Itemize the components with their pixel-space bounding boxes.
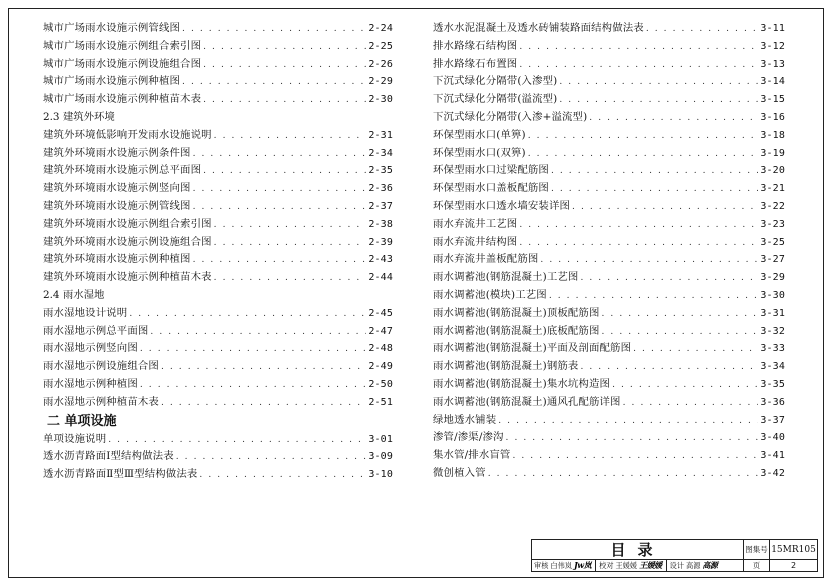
toc-entry-page: 3-23: [760, 218, 785, 230]
toc-entry-title: 雨水调蓄池(钢筋混凝土)顶板配筋图: [433, 306, 600, 319]
toc-entry-page: 3-32: [760, 325, 785, 337]
toc-entry-page: 3-13: [760, 58, 785, 70]
toc-entry: [433, 269, 785, 287]
toc-entry: [433, 162, 785, 180]
toc-entry-page: 3-30: [760, 289, 785, 301]
toc-entry: [43, 269, 393, 287]
reviewer-name: 白伟岚: [550, 560, 572, 570]
dot-leader: [528, 146, 759, 164]
toc-entry-page: 3-21: [760, 183, 785, 195]
toc-entry-page: 2-36: [368, 183, 393, 195]
toc-entry-page: 2-45: [368, 307, 393, 319]
toc-entry-page: 3-11: [760, 23, 785, 34]
toc-entry-page: 2-31: [368, 129, 393, 141]
toc-section-heading: 2.3 建筑外环境: [43, 110, 115, 123]
dot-leader: [150, 324, 366, 342]
toc-entry: [433, 305, 785, 323]
toc-entry: [43, 198, 393, 216]
toc-entry: [43, 73, 393, 91]
reviewer-signature: Jw岚: [573, 560, 592, 570]
toc-entry-page: 3-34: [760, 361, 785, 373]
dot-leader: [214, 270, 367, 288]
toc-entry-page: 2-34: [368, 147, 393, 159]
toc-entry-title: 雨水调蓄池(钢筋混凝土)集水坑构造图: [433, 377, 611, 390]
dot-leader: [193, 199, 367, 217]
toc-entry: [43, 127, 393, 145]
toc-entry-page: 3-33: [760, 343, 785, 355]
dot-leader: [519, 235, 758, 253]
check-label: 校对: [599, 560, 614, 570]
toc-entry-page: 2-26: [368, 58, 393, 70]
toc-column-left: [43, 20, 393, 484]
toc-entry-title: 建筑外环境雨水设施示例种植图: [43, 253, 191, 266]
toc-entry-page: 2-49: [368, 361, 393, 373]
toc-entry-title: 雨水湿地设计说明: [43, 306, 128, 319]
toc-entry-page: 2-37: [368, 200, 393, 212]
toc-entry: [433, 323, 785, 341]
toc-entry-title: 雨水湿地示例种植图: [43, 377, 138, 390]
toc-entry: [433, 145, 785, 163]
toc-entry-title: 集水管/排水盲管: [433, 449, 511, 462]
dot-leader: [193, 252, 367, 270]
toc-entry-title: 建筑外环境雨水设施示例竖向图: [43, 182, 191, 195]
atlas-number-label: 图集号: [744, 540, 770, 560]
dot-leader: [549, 288, 758, 306]
toc-entry: [43, 358, 393, 376]
toc-entry-title: 雨水弃流井工艺图: [433, 217, 518, 230]
toc-entry-title: 下沉式绿化分隔带(入渗+溢流型): [433, 110, 588, 123]
toc-entry-page: 3-37: [760, 414, 785, 426]
toc-entry-page: 3-14: [760, 76, 785, 88]
dot-leader: [203, 39, 366, 57]
toc-entry: [43, 340, 393, 358]
toc-entry-title: 雨水调蓄池(钢筋混凝土)钢筋表: [433, 360, 579, 373]
dot-leader: [498, 413, 758, 431]
toc-entry: [43, 216, 393, 234]
toc-entry-page: 3-22: [760, 200, 785, 212]
toc-entry: [433, 234, 785, 252]
toc-entry: [433, 412, 785, 430]
toc-entry: [43, 376, 393, 394]
toc-entry-page: 2-38: [368, 218, 393, 230]
toc-entry-page: 2-30: [368, 94, 393, 106]
toc-entry-title: 排水路缘石布置图: [433, 57, 518, 70]
dot-leader: [140, 341, 366, 359]
toc-entry: [43, 56, 393, 74]
toc-entry-page: 2-35: [368, 165, 393, 177]
toc-entry-title: 城市广场雨水设施示例设施组合图: [43, 57, 202, 70]
toc-entry-page: 3-18: [760, 129, 785, 141]
toc-entry-page: 3-19: [760, 147, 785, 159]
toc-entry-title: 雨水湿地示例设施组合图: [43, 360, 159, 373]
dot-leader: [602, 306, 759, 324]
dot-leader: [214, 235, 367, 253]
toc-entry: [433, 376, 785, 394]
page-number: 2: [790, 561, 797, 570]
toc-entry: [433, 20, 785, 38]
dot-leader: [580, 270, 758, 288]
toc-entry: [43, 448, 393, 466]
toc-entry: [433, 429, 785, 447]
toc-section-heading: 2.4 雨水湿地: [43, 288, 105, 301]
title-block-title: 目录: [532, 540, 744, 560]
toc-entry-title: 环保型雨水口盖板配筋图: [433, 182, 549, 195]
toc-entry: [433, 91, 785, 109]
toc-entry-title: 建筑外环境雨水设施示例设施组合图: [43, 235, 212, 248]
toc-entry-page: 3-01: [368, 433, 393, 445]
toc-entry-title: 建筑外环境雨水设施示例管线图: [43, 199, 191, 212]
toc-entry: [433, 394, 785, 412]
toc-entry-title: 环保型雨水口透水墙安装详图: [433, 199, 571, 212]
toc-entry: [43, 38, 393, 56]
toc-entry: [43, 323, 393, 341]
toc-entry-page: 3-25: [760, 236, 785, 248]
dot-leader: [108, 432, 366, 450]
toc-entry: [43, 180, 393, 198]
review-label: 审核: [534, 560, 549, 570]
toc-entry-title: 建筑外环境低影响开发雨水设施说明: [43, 128, 212, 141]
toc-entry: [433, 358, 785, 376]
dot-leader: [559, 74, 758, 92]
toc-entry: [433, 447, 785, 465]
toc-entry-title: 城市广场雨水设施示例组合索引图: [43, 39, 202, 52]
dot-leader: [182, 74, 366, 92]
toc-entry-title: 单项设施说明: [43, 432, 107, 445]
toc-entry-title: 透水水泥混凝土及透水砖铺装路面结构做法表: [433, 22, 644, 34]
toc-entry-title: 环保型雨水口(单箅): [433, 128, 526, 141]
toc-entry-title: 绿地透水铺装: [433, 413, 497, 426]
toc-entry-title: 雨水弃流井结构图: [433, 235, 518, 248]
dot-leader: [623, 395, 759, 413]
toc-entry-page: 3-12: [760, 40, 785, 52]
dot-leader: [161, 359, 366, 377]
toc-entry: [433, 38, 785, 56]
toc-entry: [433, 251, 785, 269]
toc-entry-page: 2-39: [368, 236, 393, 248]
toc-entry-page: 3-36: [760, 396, 785, 408]
dot-leader: [540, 252, 758, 270]
toc-entry-title: 雨水调蓄池(钢筋混凝土)通风孔配筋详图: [433, 395, 621, 408]
toc-entry-page: 2-24: [368, 23, 393, 34]
toc-entry-title: 雨水调蓄池(钢筋混凝土)底板配筋图: [433, 324, 600, 337]
designer-name: 高源: [686, 560, 701, 570]
toc-entry-title: 城市广场雨水设施示例种植图: [43, 75, 181, 88]
toc-entry-page: 2-43: [368, 254, 393, 266]
dot-leader: [193, 181, 367, 199]
dot-leader: [203, 57, 366, 75]
dot-leader: [129, 306, 366, 324]
toc-entry-title: 环保型雨水口(双箅): [433, 146, 526, 159]
dot-leader: [528, 128, 759, 146]
toc-entry-title: 环保型雨水口过梁配筋图: [433, 164, 549, 177]
toc-entry-page: 2-47: [368, 325, 393, 337]
atlas-number: 15MR105: [770, 540, 817, 560]
page-label: 页: [744, 560, 770, 571]
toc-entry-page: 3-31: [760, 307, 785, 319]
designer-signature: 高源: [702, 560, 718, 570]
dot-leader: [488, 466, 759, 484]
toc-entry-title: 雨水湿地示例种植苗木表: [43, 395, 159, 408]
dot-leader: [203, 163, 366, 181]
dot-leader: [551, 181, 758, 199]
toc-entry-title: 透水沥青路面Ⅱ型Ⅲ型结构做法表: [43, 468, 198, 481]
toc-entry: [43, 431, 393, 449]
toc-entry: [43, 251, 393, 269]
dot-leader: [646, 21, 759, 39]
toc-entry-page: 3-15: [760, 94, 785, 106]
toc-entry-page: 3-16: [760, 111, 785, 123]
dot-leader: [203, 92, 366, 110]
toc-entry-page: 3-35: [760, 378, 785, 390]
toc-entry-title: 下沉式绿化分隔带(入渗型): [433, 75, 558, 88]
toc-entry: [43, 20, 393, 38]
dot-leader: [161, 395, 366, 413]
dot-leader: [602, 324, 759, 342]
dot-leader: [214, 128, 367, 146]
toc-entry-title: 渗管/渗渠/渗沟: [433, 431, 504, 444]
toc-chapter-heading: 二 单项设施: [47, 413, 117, 429]
divider: [666, 560, 667, 571]
toc-entry-page: 3-42: [760, 467, 785, 479]
dot-leader: [199, 467, 366, 485]
toc-entry: [433, 216, 785, 234]
dot-leader: [580, 359, 758, 377]
toc-entry: [43, 91, 393, 109]
toc-entry: [433, 340, 785, 358]
dot-leader: [572, 199, 758, 217]
toc-entry: [433, 465, 785, 483]
dot-leader: [193, 146, 367, 164]
dot-leader: [214, 217, 367, 235]
divider: [595, 560, 596, 571]
toc-entry-title: 建筑外环境雨水设施示例组合索引图: [43, 217, 212, 230]
toc-entry-page: 2-25: [368, 40, 393, 52]
toc-entry-page: 3-27: [760, 254, 785, 266]
toc-entry-page: 3-20: [760, 165, 785, 177]
toc-entry-title: 雨水调蓄池(钢筋混凝土)平面及剖面配筋图: [433, 342, 632, 355]
dot-leader: [519, 39, 758, 57]
checker-signature: 王媛媛: [639, 560, 662, 570]
toc-entry: [43, 162, 393, 180]
toc-entry-page: 2-44: [368, 272, 393, 284]
toc-entry-page: 2-29: [368, 76, 393, 88]
toc-entry-title: 雨水湿地示例总平面图: [43, 324, 149, 337]
toc-entry: [43, 305, 393, 323]
design-label: 设计: [669, 560, 684, 570]
toc-entry-title: 透水沥青路面Ⅰ型结构做法表: [43, 450, 174, 463]
toc-entry: [43, 234, 393, 252]
dot-leader: [506, 430, 759, 448]
dot-leader: [633, 341, 758, 359]
dot-leader: [176, 449, 367, 467]
toc-entry-title: 城市广场雨水设施示例种植苗木表: [43, 93, 202, 106]
dot-leader: [519, 217, 758, 235]
toc-entry-title: 建筑外环境雨水设施示例条件图: [43, 146, 191, 159]
toc-entry: [433, 109, 785, 127]
toc-entry-page: 2-50: [368, 378, 393, 390]
toc-entry-page: 3-41: [760, 450, 785, 462]
toc-entry: [433, 56, 785, 74]
toc-entry-page: 3-29: [760, 272, 785, 284]
toc-entry: [433, 73, 785, 91]
toc-entry-title: 城市广场雨水设施示例管线图: [43, 22, 181, 34]
toc-column-right: [433, 20, 785, 483]
title-block: [531, 539, 818, 572]
dot-leader: [559, 92, 758, 110]
toc-entry-title: 排水路缘石结构图: [433, 39, 518, 52]
toc-entry: [433, 127, 785, 145]
toc-entry-title: 雨水调蓄池(模块)工艺图: [433, 288, 547, 301]
toc-entry: [433, 287, 785, 305]
toc-entry: [433, 180, 785, 198]
toc-entry: [43, 145, 393, 163]
toc-entry-title: 建筑外环境雨水设施示例种植苗木表: [43, 271, 212, 284]
signature-row: [532, 560, 744, 571]
toc-entry-page: 2-51: [368, 396, 393, 408]
toc-entry: [433, 198, 785, 216]
toc-entry: [43, 466, 393, 484]
toc-entry-title: 雨水弃流井盖板配筋图: [433, 253, 539, 266]
toc-entry-title: 下沉式绿化分隔带(溢流型): [433, 93, 558, 106]
toc-entry-page: 2-48: [368, 343, 393, 355]
dot-leader: [512, 448, 758, 466]
dot-leader: [551, 163, 758, 181]
dot-leader: [140, 377, 366, 395]
toc-entry-page: 3-10: [368, 469, 393, 481]
toc-entry-title: 雨水调蓄池(钢筋混凝土)工艺图: [433, 271, 579, 284]
checker-name: 王媛媛: [615, 560, 638, 570]
toc-entry-page: 3-09: [368, 451, 393, 463]
toc-entry-title: 雨水湿地示例竖向图: [43, 342, 138, 355]
toc-entry-page: 3-40: [760, 432, 785, 444]
toc-entry-title: 建筑外环境雨水设施示例总平面图: [43, 164, 202, 177]
toc-entry-title: 微创植入管: [433, 466, 486, 479]
dot-leader: [182, 21, 366, 39]
dot-leader: [612, 377, 758, 395]
dot-leader: [589, 110, 758, 128]
dot-leader: [519, 57, 758, 75]
toc-entry: [43, 394, 393, 412]
